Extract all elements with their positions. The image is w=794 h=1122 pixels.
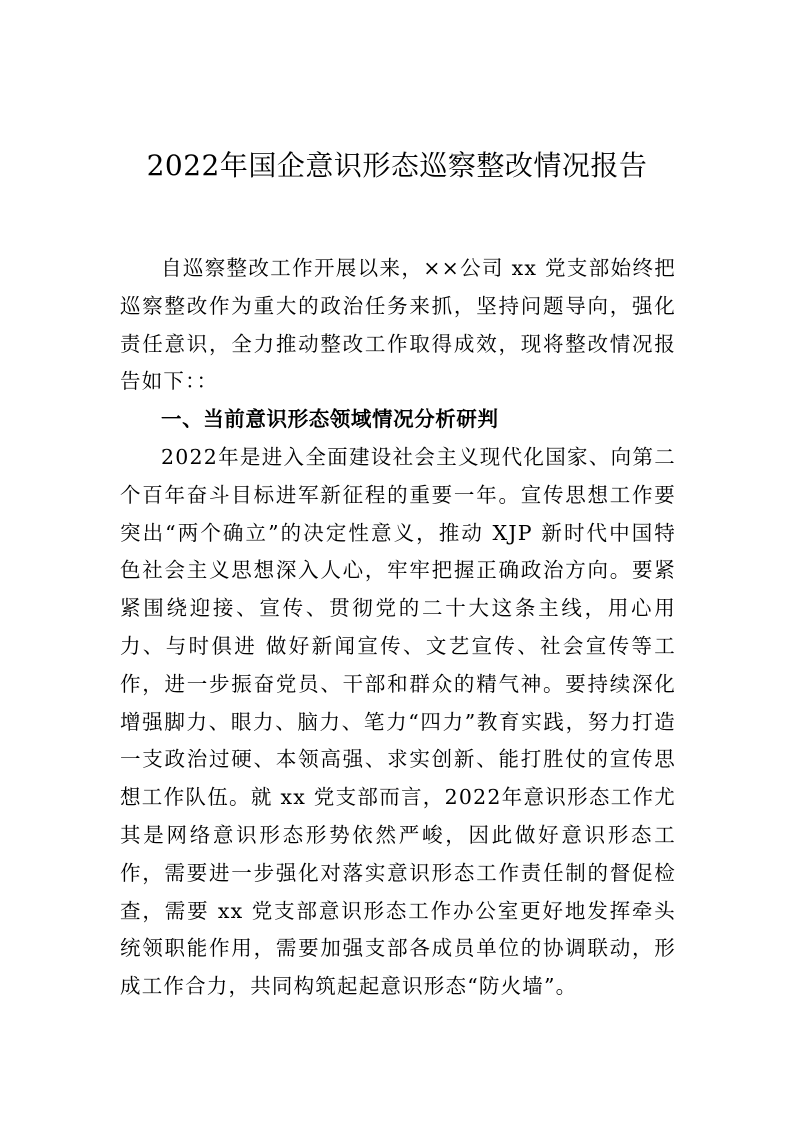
- section-heading: 一、当前意识形态领域情况分析研判: [161, 407, 499, 432]
- section-paragraph: 2022年是进入全面建设社会主义现代化国家、向第二个百年奋斗目标进军新征程的重要一年。宣传思想工作要突出“两个确立”的决定性意义，推动 XJP 新时代中国特色社会主义思想深入人心，牢牢把握正确政治方向。要紧紧围绕迎接、宣传、贯彻党的二十大这条主线，用心用力、与时俱进 做好新闻宣传、文艺宣传、社会宣传等工作，进一步振奋党员、干部和群众的精气神。要持续深化增强脚力、眼力、脑力、笔力“四力”教育实践，努力打造一支政治过硬、本领高强、求实创新、能打胜仗的宣传思想工作队伍。就 xx 党支部而言，2022年意识形态工作尤其是网络意识形态形势依然严峻，因此做好意识形态工作，需要进一步强化对落实意识形态工作责任制的督促检查，需要 xx 党支部意识形态工作办公室更好地发挥牵头统领职能作用，需要加强支部各成员单位的协调联动，形成工作合力，共同构筑起起意识形态“防火墙”。: [120, 444, 676, 999]
- document-title: 2022年国企意识形态巡察整改情况报告: [146, 149, 648, 182]
- document-body: [120, 250, 676, 1006]
- intro-paragraph: 自巡察整改工作开展以来，××公司 xx 党支部始终把巡察整改作为重大的政治任务来抓，坚持问题导向，强化责任意识，全力推动整改工作取得成效，现将整改情况报告如下：：: [120, 256, 676, 394]
